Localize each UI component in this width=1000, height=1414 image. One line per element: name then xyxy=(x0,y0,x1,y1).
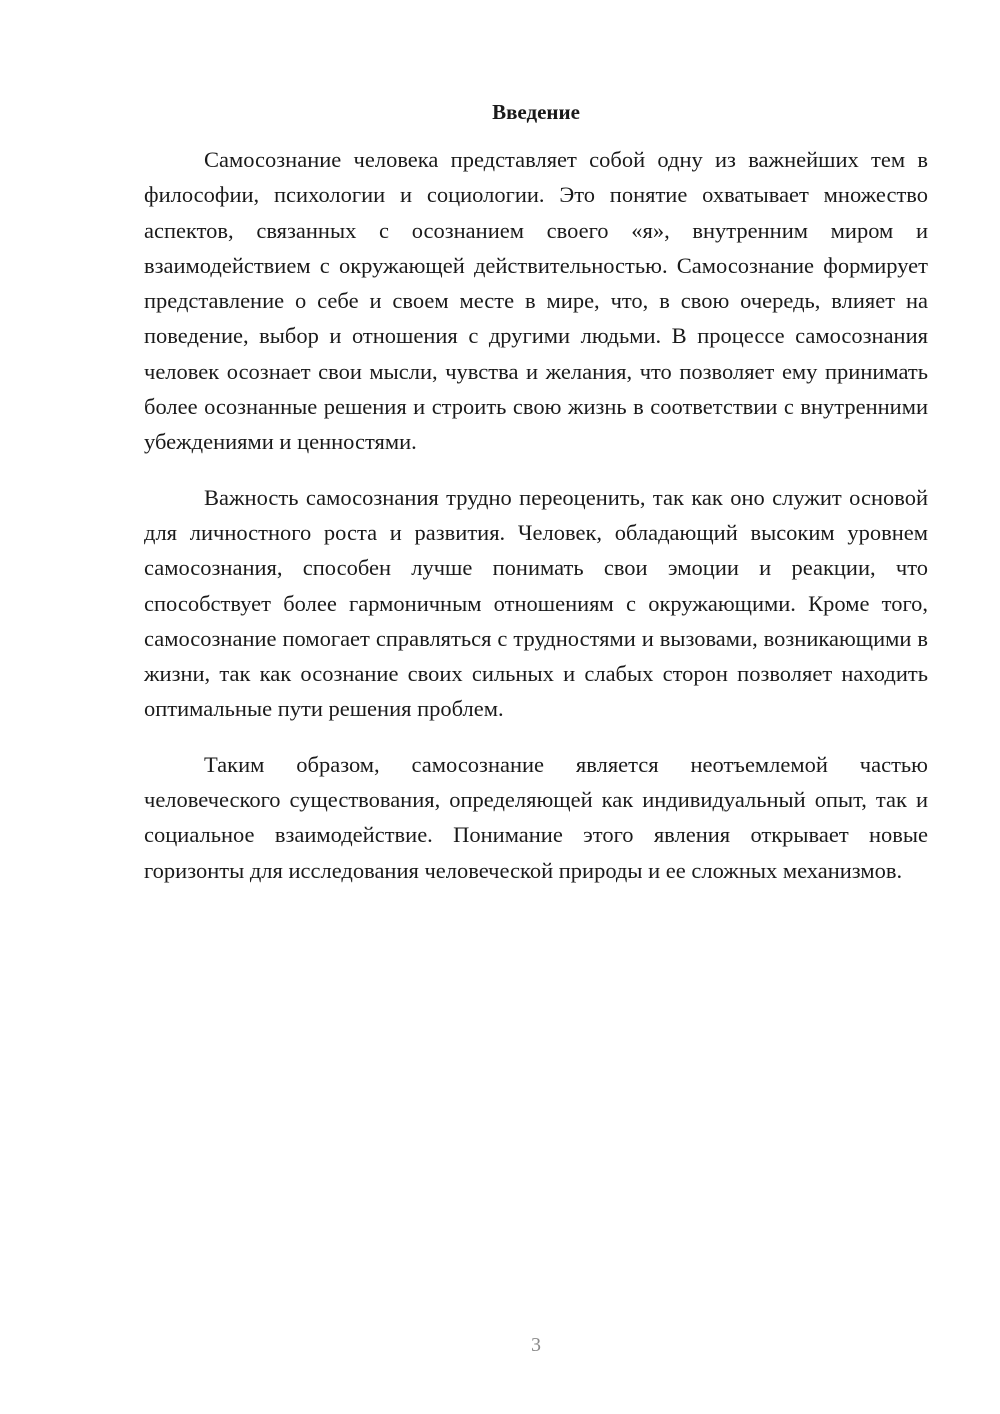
paragraph-3: Таким образом, самосознание является неотъемлемой частью человеческого существования, определяющей как индивидуальный опыт, так и социальное взаимодействие. Понимание этого явления открывает новые горизонты для исследования человеческой природы и ее сложных механизмов. xyxy=(144,751,928,883)
page-number: 3 xyxy=(531,1334,541,1356)
paragraph-1: Самосознание человека представляет собой одну из важнейших тем в философии, психологии и социологии. Это понятие охватывает множество аспектов, связанных с осознанием своего «я», внутренним миром и взаимодействием с окружающей действительностью. Самосознание формирует представление о себе и своем месте в мире, что, в свою очередь, влияет на поведение, выбор и отношения с другими людьми. В процессе самосознания человек осознает свои мысли, чувства и желания, что позволяет ему принимать более осознанные решения и строить свою жизнь в соответствии с внутренними убеждениями и ценностями. xyxy=(144,147,928,455)
body-text xyxy=(144,142,928,908)
section-title: Введение xyxy=(492,100,580,124)
paragraph-2: Важность самосознания трудно переоценить, так как оно служит основой для личностного роста и развития. Человек, обладающий высоким уровнем самосознания, способен лучше понимать свои эмоции и реакции, что способствует более гармоничным отношениям с окружающими. Кроме того, самосознание помогает справляться с трудностями и вызовами, возникающими в жизни, так как осознание своих сильных и слабых сторон позволяет находить оптимальные пути решения проблем. xyxy=(144,484,928,722)
